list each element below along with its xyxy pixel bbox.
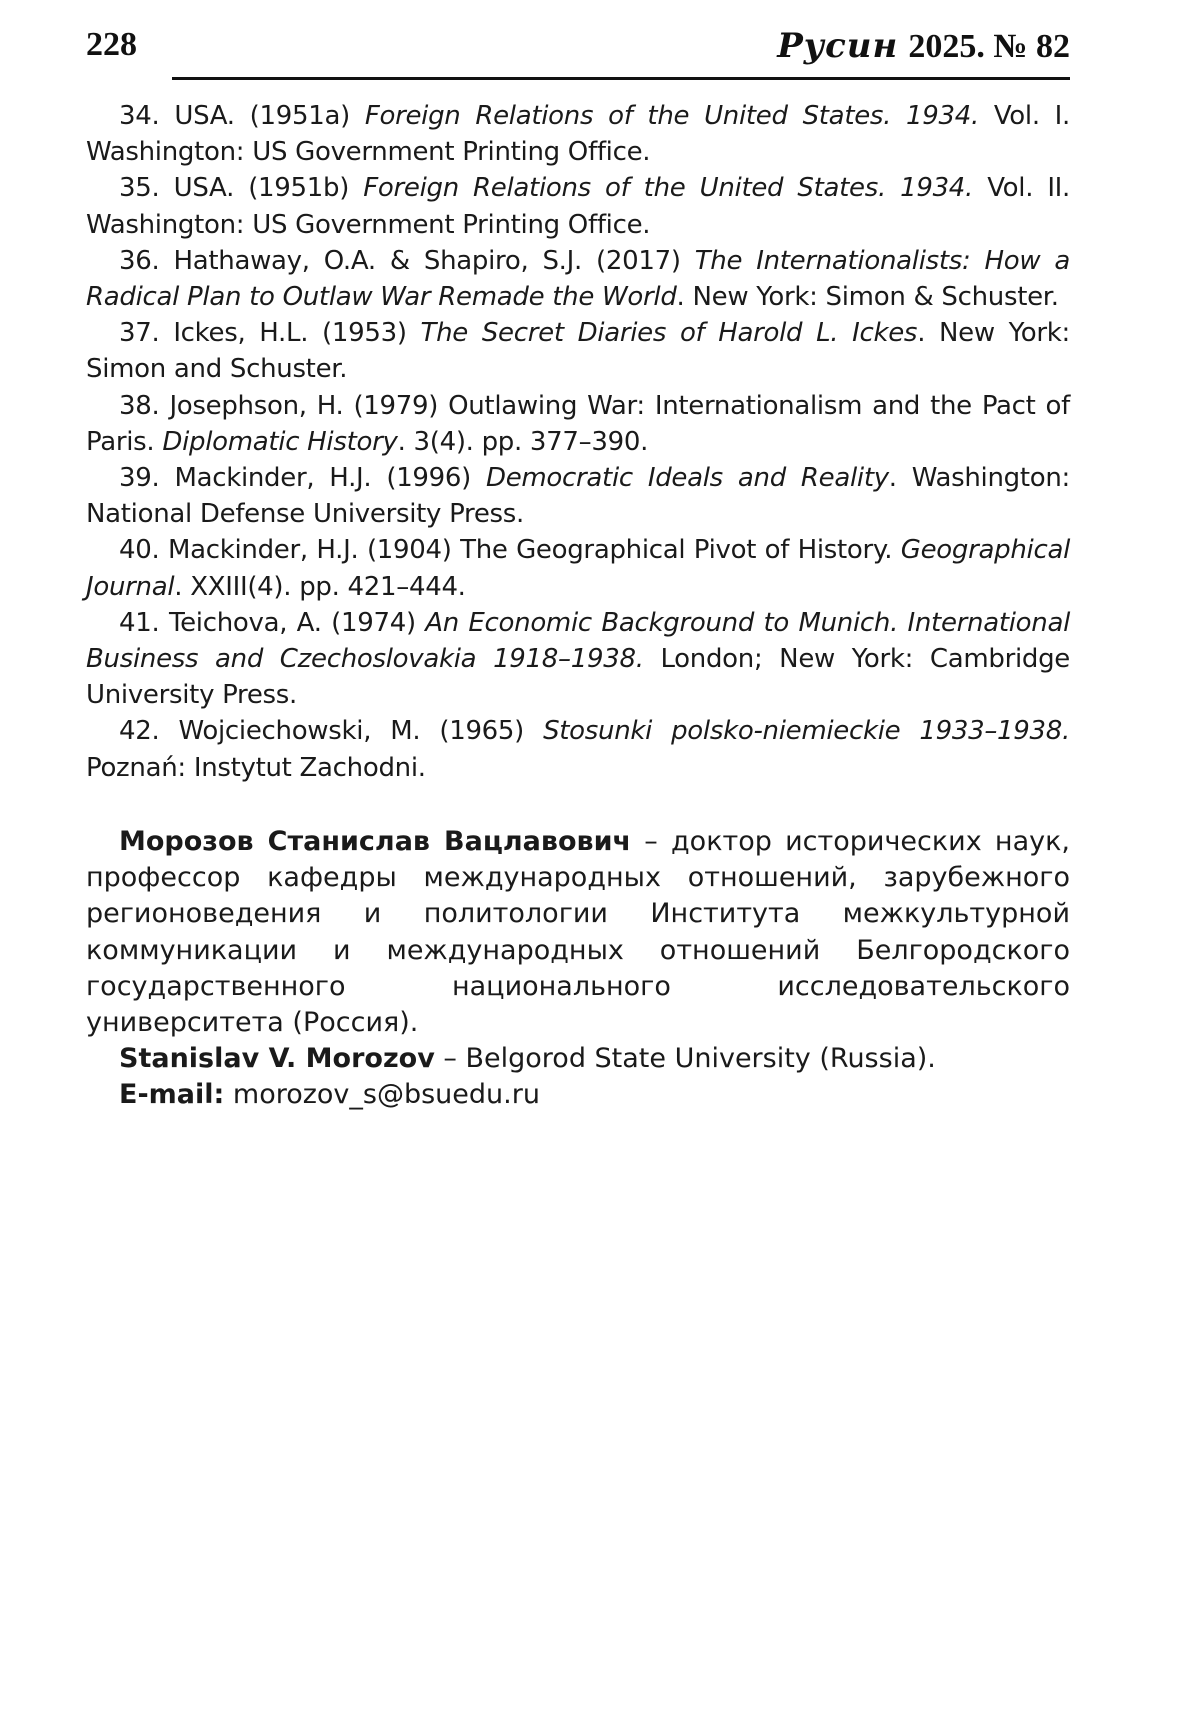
header-rule [172, 77, 1070, 80]
reference-text: Hathaway, O.A. & Shapiro, S.J. (2017) [173, 245, 695, 276]
reference-number: 40. [119, 535, 160, 566]
reference-text: Poznań: Instytut Zachodni. [86, 752, 426, 783]
reference-text: Wojciechowski, M. (1965) [178, 716, 544, 747]
reference-text: Teichova, A. (1974) [168, 607, 426, 638]
reference-number: 36. [119, 245, 160, 276]
reference-list [86, 98, 1070, 786]
reference-number: 37. [119, 318, 160, 349]
reference-item [86, 460, 1070, 532]
author-info [86, 824, 1070, 1114]
reference-number: 35. [119, 173, 160, 204]
reference-text: . 3(4). pp. 377–390. [397, 426, 649, 457]
reference-text: Mackinder, H.J. (1904) The Geographical Pivot of History. [167, 535, 901, 566]
reference-number: 34. [119, 101, 160, 131]
reference-title: The Internationalists: How a Radical Plan to Outlaw War Remade the World [86, 245, 1070, 313]
email-address[interactable]: morozov_s@bsuedu.ru [224, 1079, 540, 1111]
reference-item [86, 170, 1070, 242]
reference-text: Ickes, H.L. (1953) [173, 318, 421, 349]
reference-text: . New York: Simon & Schuster. [676, 282, 1059, 313]
author-bio-ru-text: – доктор исторических наук, профессор кафедры международных отношений, зарубежного регионоведения и политологии Института межкультурной коммуникации и международных отношений Белгородского государственного национального исследовательского университета (Россия). [86, 826, 1070, 1039]
reference-number: 38. [119, 390, 160, 421]
reference-number: 39. [119, 463, 160, 494]
reference-text: . New York: Simon and Schuster. [86, 318, 1071, 385]
reference-title: Democratic Ideals and Reality [485, 463, 889, 494]
reference-item [86, 532, 1070, 604]
author-email [86, 1077, 1070, 1113]
author-bio-ru [86, 824, 1070, 1041]
reference-number: 41. [119, 607, 160, 638]
reference-title: An Economic Background to Munich. International Business and Czechoslovakia 1918–1938. [86, 607, 1071, 675]
reference-title: Foreign Relations of the United States. 1934. [364, 101, 979, 131]
reference-title: Stosunki polsko-niemieckie 1933–1938. [543, 716, 1070, 747]
reference-text: USA. (1951a) [174, 101, 365, 131]
journal-name-logo: Русин [777, 26, 899, 66]
reference-text: Vol. II. Washington: US Government Printing Office. [86, 173, 1071, 240]
reference-title: Foreign Relations of the United States. 1934. [363, 173, 974, 204]
author-name-ru: Морозов Станислав Вацлавович [119, 826, 632, 857]
page-header [86, 26, 1070, 78]
reference-text: . XXIII(4). pp. 421–444. [174, 571, 466, 602]
reference-title: The Secret Diaries of Harold L. Ickes [420, 318, 918, 349]
reference-text: Vol. I. Washington: US Government Printing Office. [86, 101, 1070, 168]
reference-item [86, 315, 1070, 387]
reference-text: USA. (1951b) [173, 173, 364, 204]
author-bio-en-text: – Belgorod State University (Russia). [434, 1043, 936, 1075]
reference-item [86, 98, 1070, 170]
author-bio-en [86, 1041, 1070, 1077]
page-number: 228 [86, 26, 137, 63]
reference-item [86, 605, 1070, 714]
reference-text: London; New York: Cambridge University Press. [86, 644, 1071, 711]
reference-item [86, 388, 1070, 460]
author-name-en: Stanislav V. Morozov [119, 1043, 435, 1075]
reference-text: . Washington: National Defense University Press. [86, 463, 1070, 530]
journal-info [777, 26, 1070, 66]
reference-title: Geographical Journal [86, 535, 1070, 602]
issue-number: 2025. № 82 [908, 28, 1070, 65]
email-label: E-mail: [119, 1079, 225, 1111]
reference-item [86, 713, 1070, 785]
reference-number: 42. [119, 716, 160, 747]
reference-title: Diplomatic History [162, 426, 398, 457]
reference-text: Josephson, H. (1979) Outlawing War: Internationalism and the Pact of Paris. [86, 390, 1070, 457]
reference-text: Mackinder, H.J. (1996) [174, 463, 486, 494]
reference-item [86, 243, 1070, 315]
